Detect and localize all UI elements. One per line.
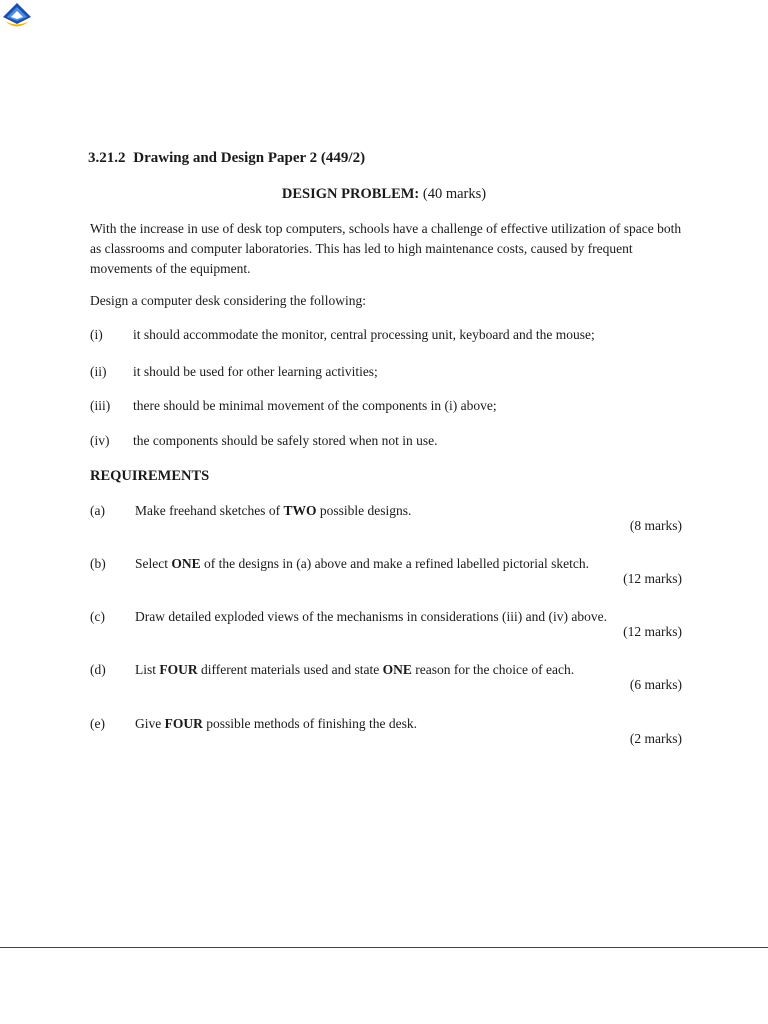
design-problem-marks: (40 marks) bbox=[422, 186, 487, 202]
requirement-marks: (8 marks) bbox=[629, 518, 682, 533]
design-problem-title bbox=[0, 186, 768, 203]
consideration-text: it should accommodate the monitor, central processing unit, keyboard and the mouse; bbox=[133, 327, 595, 342]
requirement-marks: (2 marks) bbox=[629, 731, 682, 746]
consideration-label: (ii) bbox=[90, 364, 107, 379]
section-number: 3.21.2 bbox=[88, 150, 126, 166]
requirement-marks: (12 marks) bbox=[623, 571, 682, 586]
requirements-heading: REQUIREMENTS bbox=[90, 468, 210, 484]
requirement-label: (d) bbox=[90, 662, 106, 677]
requirement-marks: (6 marks) bbox=[629, 677, 682, 692]
requirement-label: (a) bbox=[90, 503, 105, 518]
design-prompt: Design a computer desk considering the following: bbox=[90, 293, 366, 308]
logo-icon bbox=[2, 2, 32, 36]
requirement-text: Select ONE of the designs in (a) above and make a refined labelled pictorial sketch. bbox=[135, 556, 589, 571]
consideration-label: (iv) bbox=[90, 433, 110, 448]
requirement-label: (b) bbox=[90, 556, 106, 571]
footer-divider bbox=[0, 947, 768, 948]
section-heading bbox=[88, 150, 365, 167]
requirement-text: Make freehand sketches of TWO possible designs. bbox=[135, 503, 412, 518]
consideration-text: the components should be safely stored when not in use. bbox=[133, 433, 438, 448]
requirement-text: List FOUR different materials used and state ONE reason for the choice of each. bbox=[135, 662, 575, 677]
requirement-text: Draw detailed exploded views of the mechanisms in considerations (iii) and (iv) above. bbox=[135, 609, 607, 624]
requirement-text: Give FOUR possible methods of finishing the desk. bbox=[135, 716, 417, 731]
section-title: Drawing and Design Paper 2 (449/2) bbox=[133, 150, 366, 166]
consideration-label: (i) bbox=[90, 327, 103, 342]
intro-paragraph: With the increase in use of desk top computers, schools have a challenge of effective utilization of space both as classrooms and computer laboratories. This has led to high maintenance costs, caused by frequent movements of the equipment. bbox=[90, 221, 682, 276]
consideration-text: it should be used for other learning activities; bbox=[133, 364, 378, 379]
consideration-label: (iii) bbox=[90, 398, 111, 413]
consideration-text: there should be minimal movement of the components in (i) above; bbox=[133, 398, 497, 413]
requirement-label: (e) bbox=[90, 716, 105, 731]
design-problem-label: DESIGN PROBLEM: bbox=[281, 186, 420, 202]
requirement-label: (c) bbox=[90, 609, 105, 624]
requirement-marks: (12 marks) bbox=[623, 624, 682, 639]
